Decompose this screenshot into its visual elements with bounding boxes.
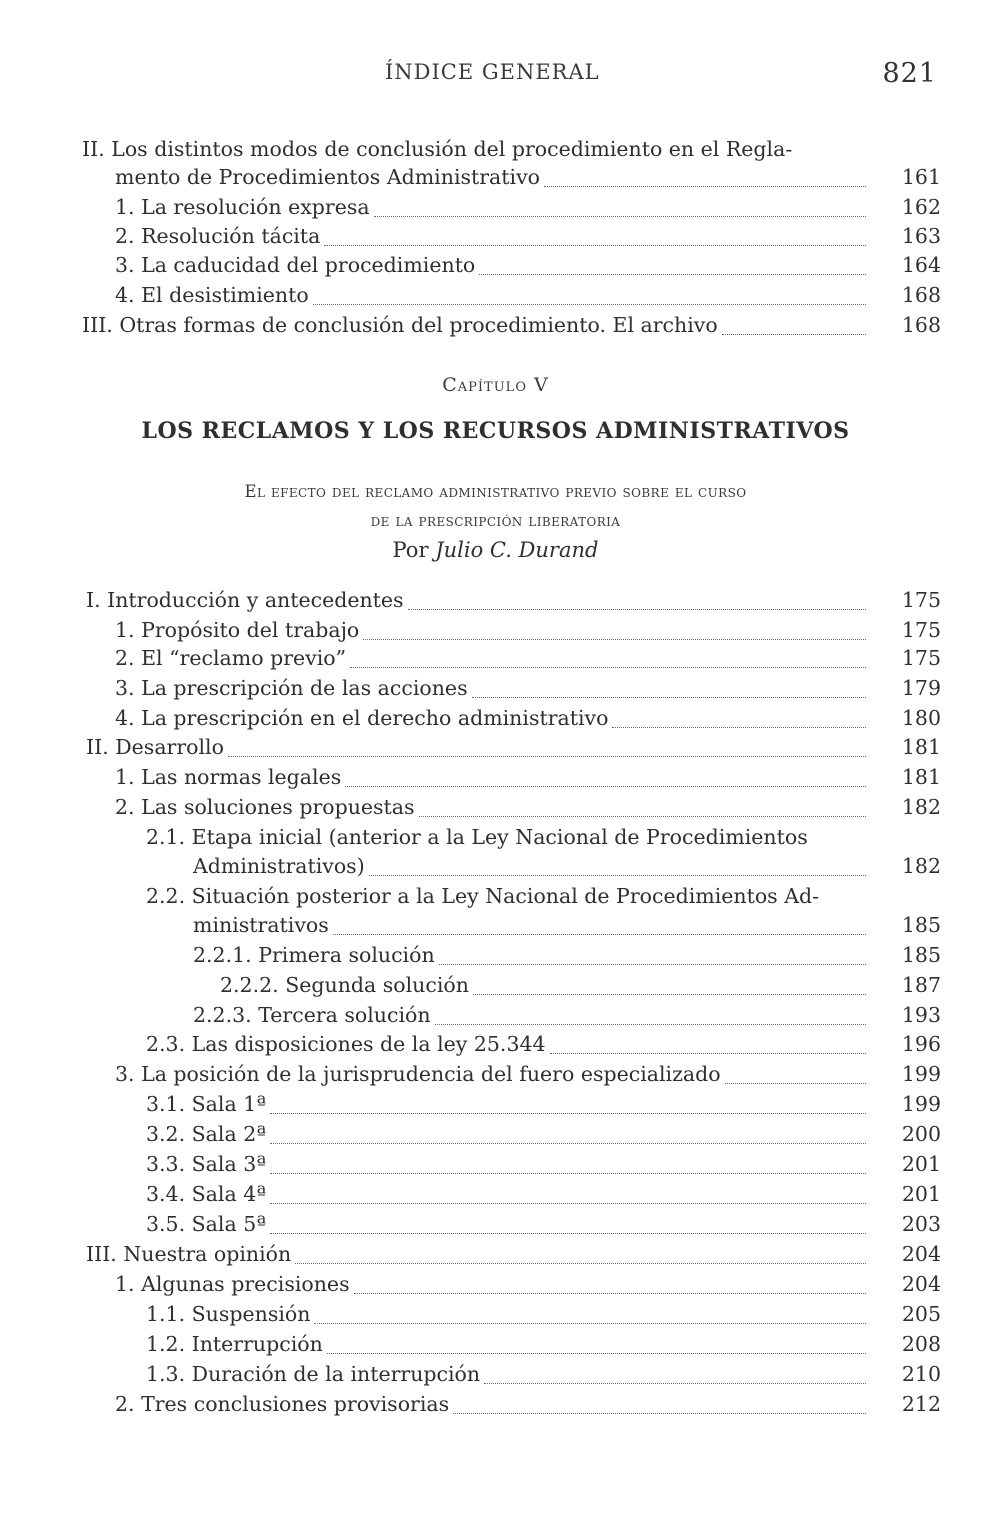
toc-page-number: 168 — [901, 313, 941, 337]
toc-page-number: 180 — [901, 706, 941, 730]
toc-dot-leader — [419, 816, 866, 817]
toc-dot-leader — [314, 1323, 866, 1324]
toc-main-entry — [0, 1302, 991, 1332]
toc-dot-leader — [722, 334, 866, 335]
running-header — [0, 58, 991, 92]
toc-entry-title: 2.2. Situación posterior a la Ley Nacional de Procedimientos Ad- — [146, 884, 820, 908]
toc-entry-title: III. Otras formas de conclusión del procedimiento. El archivo — [82, 313, 718, 337]
toc-page-number: 201 — [901, 1182, 941, 1206]
toc-main-entry — [0, 1212, 991, 1242]
toc-main-entry — [0, 1242, 991, 1272]
toc-entry-title: ministrativos — [193, 913, 329, 937]
running-title: ÍNDICE GENERAL — [385, 60, 600, 84]
toc-main-entry — [0, 646, 991, 676]
toc-page-number: 182 — [901, 854, 941, 878]
toc-entry-title: II. Desarrollo — [86, 735, 224, 759]
toc-dot-leader — [725, 1083, 866, 1084]
toc-entry-title: 1. Las normas legales — [115, 765, 342, 789]
toc-entry-title: 1.2. Interrupción — [146, 1332, 323, 1356]
toc-dot-leader — [439, 964, 866, 965]
toc-dot-leader — [612, 727, 866, 728]
toc-entry-title: 2.1. Etapa inicial (anterior a la Ley Nacional de Procedimientos — [146, 825, 808, 849]
toc-dot-leader — [453, 1413, 866, 1414]
toc-entry-title: mento de Procedimientos Administrativo — [115, 165, 540, 189]
toc-dot-leader — [228, 756, 866, 757]
toc-top-entry — [0, 313, 991, 343]
toc-page-number: 162 — [901, 195, 941, 219]
toc-main-entry — [0, 1362, 991, 1392]
toc-dot-leader — [333, 934, 866, 935]
toc-entry-title: 3.5. Sala 5ª — [146, 1212, 266, 1236]
toc-top-entry — [0, 253, 991, 283]
toc-main-entry — [0, 943, 991, 973]
toc-entry-title: III. Nuestra opinión — [86, 1242, 292, 1266]
article-title-line-1: El efecto del reclamo administrativo previo sobre el curso — [244, 482, 747, 501]
toc-dot-leader — [473, 994, 866, 995]
toc-page-number: 182 — [901, 795, 941, 819]
toc-entry-title: 2. El “reclamo previo” — [115, 646, 347, 670]
toc-main-entry — [0, 913, 991, 943]
toc-dot-leader — [472, 697, 866, 698]
toc-entry-title: 2. Resolución tácita — [115, 224, 321, 248]
toc-entry-title: 2.2.2. Segunda solución — [220, 973, 469, 997]
toc-page-number: 185 — [901, 943, 941, 967]
toc-page-number: 200 — [901, 1122, 941, 1146]
toc-page-number: 204 — [901, 1242, 941, 1266]
chapter-title: LOS RECLAMOS Y LOS RECURSOS ADMINISTRATIVOS — [141, 418, 850, 444]
toc-main-entry — [0, 973, 991, 1003]
toc-main-entry — [0, 1182, 991, 1212]
toc-entry-title: 1. Propósito del trabajo — [115, 618, 360, 642]
toc-dot-leader — [270, 1173, 866, 1174]
toc-page-number: 196 — [901, 1032, 941, 1056]
toc-page-number: 210 — [901, 1362, 941, 1386]
toc-top-entry — [0, 195, 991, 225]
toc-page-number: 187 — [901, 973, 941, 997]
toc-dot-leader — [313, 304, 866, 305]
toc-page-number: 185 — [901, 913, 941, 937]
toc-page-number: 205 — [901, 1302, 941, 1326]
toc-main-entry — [0, 1272, 991, 1302]
toc-entry-title: 3.3. Sala 3ª — [146, 1152, 266, 1176]
toc-dot-leader — [350, 667, 866, 668]
page-number: 821 — [882, 58, 937, 89]
article-byline — [0, 538, 991, 562]
toc-entry-title: II. Los distintos modos de conclusión del procedimiento en el Regla- — [82, 137, 793, 161]
toc-top-entry — [0, 283, 991, 313]
toc-page-number: 199 — [901, 1062, 941, 1086]
toc-page-number: 181 — [901, 765, 941, 789]
toc-page-number: 199 — [901, 1092, 941, 1116]
toc-main-entry — [0, 618, 991, 648]
toc-dot-leader — [408, 609, 866, 610]
toc-entry-title: Administrativos) — [193, 854, 365, 878]
toc-page-number: 175 — [901, 588, 941, 612]
toc-entry-title: I. Introducción y antecedentes — [86, 588, 404, 612]
toc-page-number: 161 — [901, 165, 941, 189]
toc-entry-title: 3.1. Sala 1ª — [146, 1092, 266, 1116]
toc-main-entry — [0, 735, 991, 765]
toc-dot-leader — [544, 186, 866, 187]
toc-dot-leader — [270, 1113, 866, 1114]
toc-entry-title: 3. La prescripción de las acciones — [115, 676, 468, 700]
chapter-label: Capítulo V — [442, 374, 549, 396]
toc-dot-leader — [324, 245, 866, 246]
toc-main-entry — [0, 1122, 991, 1152]
toc-main-entry — [0, 706, 991, 736]
toc-dot-leader — [270, 1143, 866, 1144]
toc-dot-leader — [484, 1383, 866, 1384]
toc-dot-leader — [354, 1293, 866, 1294]
toc-top-entry — [0, 137, 991, 167]
toc-entry-title: 1. Algunas precisiones — [115, 1272, 350, 1296]
toc-page-number: 208 — [901, 1332, 941, 1356]
toc-main-entry — [0, 1003, 991, 1033]
toc-entry-title: 3.2. Sala 2ª — [146, 1122, 266, 1146]
toc-page-number: 168 — [901, 283, 941, 307]
toc-page-number: 203 — [901, 1212, 941, 1236]
toc-entry-title: 4. El desistimiento — [115, 283, 309, 307]
toc-main-entry — [0, 825, 991, 855]
toc-main-entry — [0, 854, 991, 884]
article-title-line-2: de la prescripción liberatoria — [370, 511, 621, 530]
toc-dot-leader — [270, 1203, 866, 1204]
toc-main-entry — [0, 765, 991, 795]
toc-top-entry — [0, 224, 991, 254]
toc-page-number: 175 — [901, 646, 941, 670]
toc-main-entry — [0, 1152, 991, 1182]
toc-entry-title: 2.3. Las disposiciones de la ley 25.344 — [146, 1032, 546, 1056]
toc-entry-title: 2.2.1. Primera solución — [193, 943, 435, 967]
toc-entry-title: 4. La prescripción en el derecho administrativo — [115, 706, 609, 730]
toc-page-number: 181 — [901, 735, 941, 759]
toc-page-number: 179 — [901, 676, 941, 700]
toc-dot-leader — [374, 216, 866, 217]
toc-dot-leader — [479, 274, 866, 275]
toc-main-entry — [0, 1392, 991, 1422]
toc-entry-title: 2.2.3. Tercera solución — [193, 1003, 431, 1027]
toc-entry-title: 3. La posición de la jurisprudencia del fuero especializado — [115, 1062, 721, 1086]
toc-entry-title: 1.3. Duración de la interrupción — [146, 1362, 481, 1386]
toc-dot-leader — [327, 1353, 866, 1354]
article-author: Julio C. Durand — [435, 538, 599, 562]
toc-dot-leader — [295, 1263, 866, 1264]
toc-page-number: 163 — [901, 224, 941, 248]
toc-page-number: 204 — [901, 1272, 941, 1296]
toc-top-entry — [0, 165, 991, 195]
toc-entry-title: 3. La caducidad del procedimiento — [115, 253, 476, 277]
toc-dot-leader — [270, 1233, 866, 1234]
toc-dot-leader — [363, 639, 866, 640]
toc-entry-title: 1.1. Suspensión — [146, 1302, 311, 1326]
toc-main-entry — [0, 588, 991, 618]
toc-dot-leader — [369, 875, 866, 876]
toc-dot-leader — [345, 786, 866, 787]
toc-page-number: 212 — [901, 1392, 941, 1416]
toc-main-entry — [0, 884, 991, 914]
toc-main-entry — [0, 1332, 991, 1362]
toc-dot-leader — [435, 1024, 866, 1025]
toc-dot-leader — [550, 1053, 866, 1054]
toc-page-number: 201 — [901, 1152, 941, 1176]
toc-entry-title: 1. La resolución expresa — [115, 195, 370, 219]
toc-main-entry — [0, 795, 991, 825]
toc-main-entry — [0, 676, 991, 706]
toc-entry-title: 2. Tres conclusiones provisorias — [115, 1392, 450, 1416]
toc-entry-title: 3.4. Sala 4ª — [146, 1182, 266, 1206]
toc-main-entry — [0, 1032, 991, 1062]
toc-main-entry — [0, 1092, 991, 1122]
toc-page-number: 164 — [901, 253, 941, 277]
toc-entry-title: 2. Las soluciones propuestas — [115, 795, 415, 819]
toc-page-number: 175 — [901, 618, 941, 642]
byline-prefix: Por — [392, 538, 429, 562]
toc-main-entry — [0, 1062, 991, 1092]
toc-page-number: 193 — [901, 1003, 941, 1027]
